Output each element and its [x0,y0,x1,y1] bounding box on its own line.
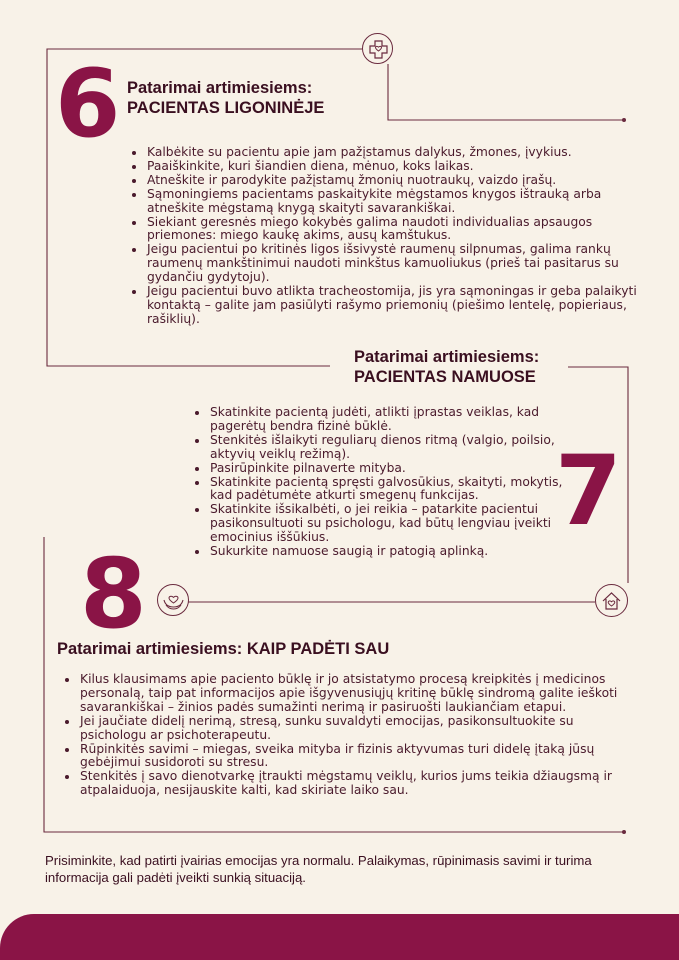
list-item: • Rūpinkitės savimi – miegas, sveika mityba ir fizinis aktyvumas turi didelę įtaką jūsų gebėjimui susidoroti su stresu. [79,743,641,771]
list-item: • Jeigu pacientui buvo atlikta tracheostomija, jis yra sąmoningas ir geba palaikyti kontaktą – galite jam pasiūlyti rašymo priemonių (piešimo lentelę, popieriaus, rašiklių). [146,285,646,327]
list-item: • Kilus klausimams apie paciento būklę ir jo atsistatymo procesą kreipkitės į medicinos personalą, taip pat informacijos apie išgyvenusiųjų kritinę būklę sindromą galite ieškoti savarankiškai – žinios padės sumažinti nerimą ir pasiruošti laukiančiam etapui. [79,673,641,715]
home-heart-icon [595,584,628,617]
list-item: • Stenkitės išlaikyti reguliarų dienos ritmą (valgio, poilsio, aktyvių veiklų režimą). [209,434,581,462]
section-title-line1: Patarimai artimiesiems: [354,348,540,366]
list-item: • Siekiant geresnės miego kokybės galima naudoti individualias apsaugos priemones: miego kaukę akims, ausų kamštukus. [146,216,646,244]
section-title-line1: Patarimai artimiesiems: [127,79,313,97]
list-item: • Jeigu pacientui po kritinės ligos išsivystė raumenų silpnumas, galima rankų raumenų mankštinimui naudoti minkštus kamuoliukus (prieš tai pasitarus su gydančiu gydytoju). [146,243,646,285]
list-item: • Skatinkite pacientą judėti, atlikti įprastas veiklas, kad pagerėtų bendra fizinė būklė. [209,406,581,434]
list-item: • Pasirūpinkite pilnaverte mityba. [209,462,581,476]
section-number: 8 [80,538,147,650]
hands-heart-icon [157,584,189,616]
list-item: • Jei jaučiate didelį nerimą, stresą, sunku suvaldyti emocijas, pasikonsultuokite su psichologu ar psichoterapeutu. [79,715,641,743]
list-item: • Kalbėkite su pacientu apie jam pažįstamus dalykus, žmones, įvykius. [146,146,646,160]
section-title: Patarimai artimiesiems: KAIP PADĖTI SAU [57,640,390,658]
list-item: • Skatinkite išsikalbėti, o jei reikia – patarkite pacientui pasikonsultuoti su psichologu, kad būtų lengviau įveikti emocinius iššūkius. [209,503,581,545]
list-item: • Atneškite ir parodykite pažįstamų žmonių nuotraukų, vaizdo įrašų. [146,174,646,188]
tips-list [192,406,581,559]
section-number: 7 [555,435,622,547]
section-number: 6 [55,50,121,159]
section-title [127,79,324,119]
list-item: • Stenkitės į savo dienotvarkę įtraukti mėgstamų veiklų, kurios jums teikia džiaugsmą ir atpalaiduoja, nesijauskite kalti, kad skiriate laiko sau. [79,770,641,798]
hospital-heart-icon [362,33,393,64]
footer-band [0,914,679,960]
list-item: • Paaiškinkite, kuri šiandien diena, mėnuo, koks laikas. [146,160,646,174]
closing-note: Prisiminkite, kad patirti įvairias emocijas yra normalu. Palaikymas, rūpinimasis savimi ir turima informacija gali padėti įveikti sunkią situaciją. [45,853,592,885]
tips-list [62,673,641,798]
section-title [354,348,539,388]
list-item: • Sąmoningiems pacientams paskaitykite mėgstamos knygos ištrauką arba atneškite mėgstamą knygą skaityti savarankiškai. [146,188,646,216]
list-item: • Skatinkite pacientą spręsti galvosūkius, skaityti, mokytis, kad padėtumėte atkurti smegenų funkcijas. [209,476,581,504]
section-title-line2: PACIENTAS NAMUOSE [354,367,536,386]
tips-list [129,146,646,327]
section-title-line2: PACIENTAS LIGONINĖJE [127,98,325,117]
list-item: • Sukurkite namuose saugią ir patogią aplinką. [209,545,581,559]
